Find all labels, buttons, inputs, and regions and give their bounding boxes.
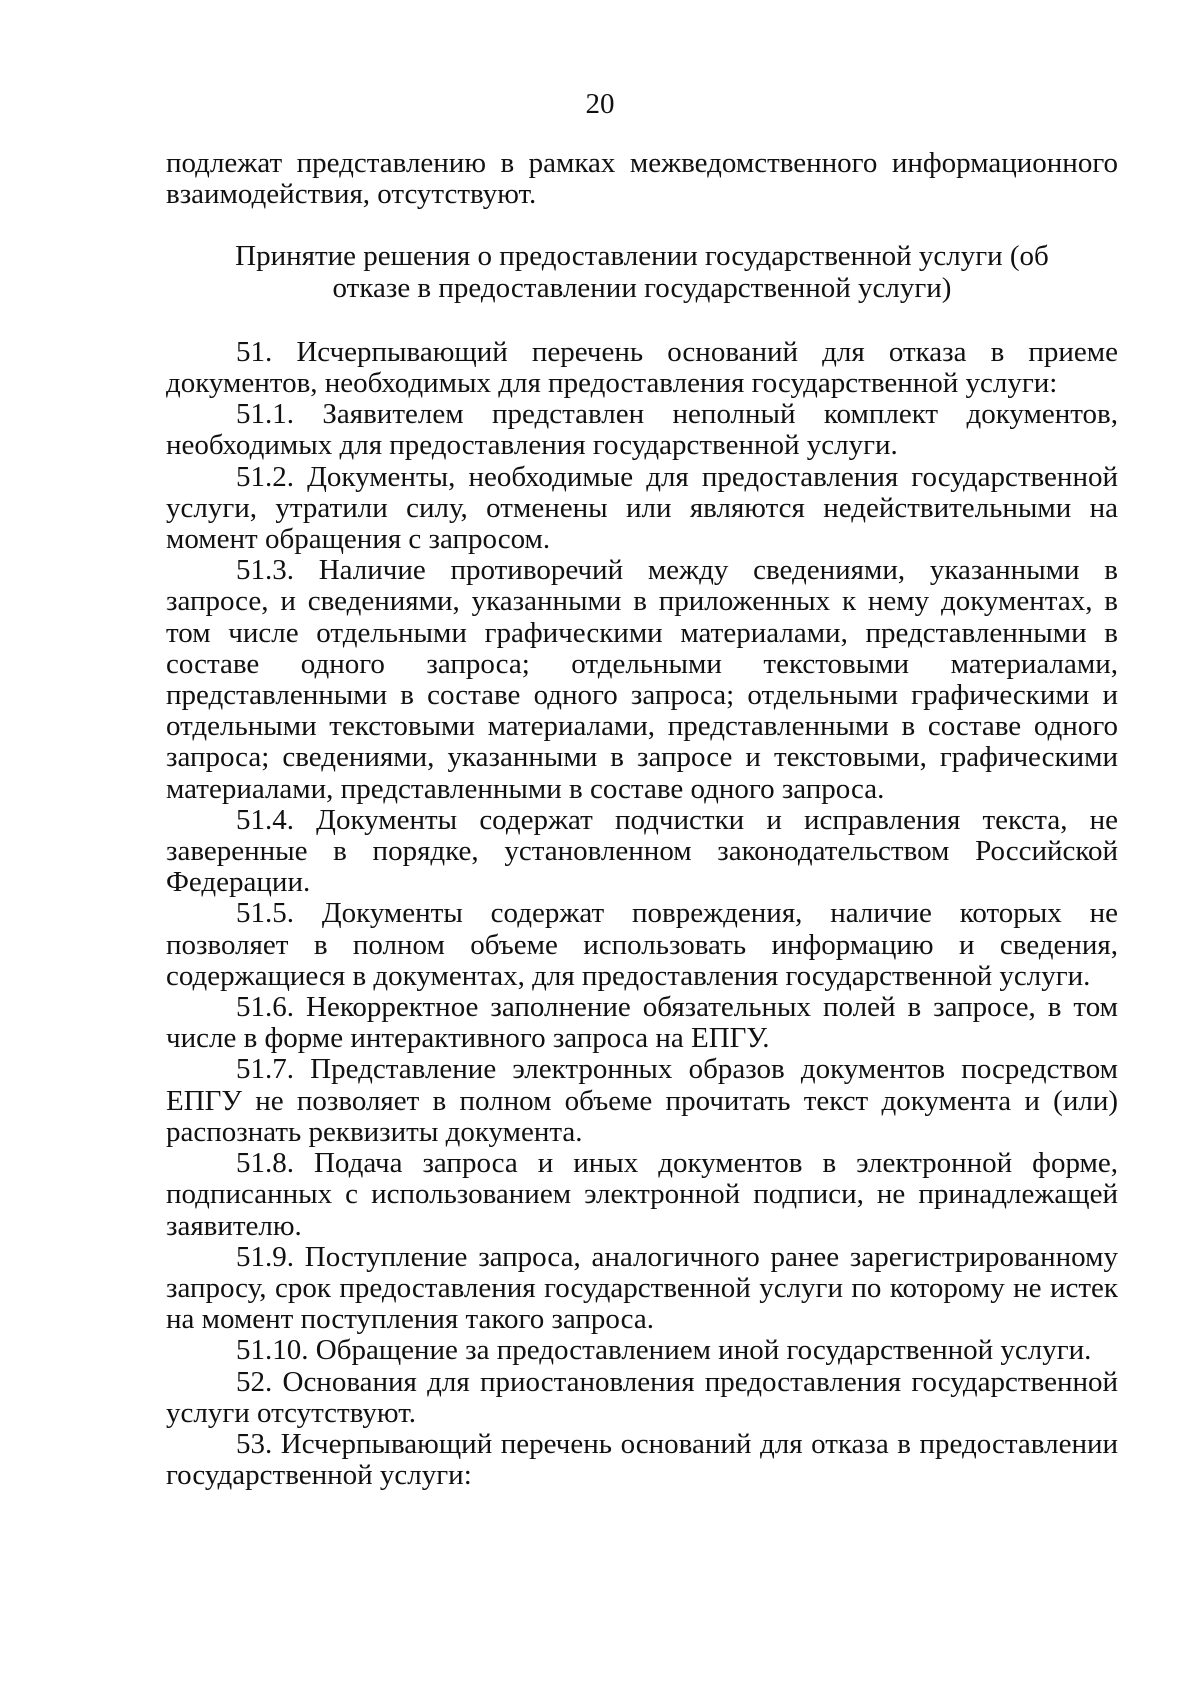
section-heading [166, 241, 1118, 303]
paragraph-51-5: 51.5. Документы содержат повреждения, наличие которых не позволяет в полном объеме использовать информацию и сведения, содержащиеся в документах, для предоставления государственной услуги. [166, 897, 1118, 992]
paragraph-51-6: 51.6. Некорректное заполнение обязательных полей в запросе, в том числе в форме интерактивного запроса на ЕПГУ. [166, 991, 1118, 1055]
section-heading-line-2: отказе в предоставлении государственной услуги) [332, 271, 952, 304]
section-heading-line-1: Принятие решения о предоставлении государственной услуги (об [235, 240, 1049, 273]
paragraph-53: 53. Исчерпывающий перечень оснований для отказа в предоставлении государственной услуги: [166, 1427, 1118, 1492]
paragraph-51-1: 51.1. Заявителем представлен неполный комплект документов, необходимых для предоставления государственной услуги. [166, 398, 1118, 462]
paragraph-51: 51. Исчерпывающий перечень оснований для отказа в приеме документов, необходимых для предоставления государственной услуги: [166, 335, 1118, 400]
paragraph-51-2: 51.2. Документы, необходимые для предоставления государственной услуги, утратили силу, отменены или являются недействительными на момент обращения с запросом. [166, 460, 1118, 556]
page-number: 20 [585, 88, 615, 120]
paragraph-51-7: 51.7. Представление электронных образов документов посредством ЕПГУ не позволяет в полном объеме прочитать текст документа и (или) распознать реквизиты документа. [166, 1053, 1118, 1148]
paragraph-51-8: 51.8. Подача запроса и иных документов в электронной форме, подписанных с использованием электронной подписи, не принадлежащей заявителю. [166, 1147, 1118, 1242]
paragraph-51-9: 51.9. Поступление запроса, аналогичного ранее зарегистрированному запросу, срок предоставления государственной услуги по которому не истек на момент поступления такого запроса. [166, 1240, 1118, 1336]
paragraph-51-10: 51.10. Обращение за предоставлением иной государственной услуги. [236, 1334, 1092, 1367]
intro-paragraph: подлежат представлению в рамках межведомственного информационного взаимодействия, отсутствуют. [166, 147, 1118, 211]
paragraph-51-4: 51.4. Документы содержат подчистки и исправления текста, не заверенные в порядке, установленном законодательством Российской Федерации. [166, 803, 1118, 899]
document-body [166, 148, 1118, 1491]
paragraph-51-3: 51.3. Наличие противоречий между сведениями, указанными в запросе, и сведениями, указанными в приложенных к нему документах, в том числе отдельными графическими материалами, представленными в составе одного запроса; отдельными текстовыми материалами, представленными в составе одного запроса; отдельными графическими и отдельными текстовыми материалами, представленными в составе одного запроса; сведениями, указанными в запросе и текстовыми, графическими материалами, представленными в составе одного запроса. [166, 554, 1118, 805]
paragraph-52: 52. Основания для приостановления предоставления государственной услуги отсутствуют. [166, 1365, 1118, 1429]
